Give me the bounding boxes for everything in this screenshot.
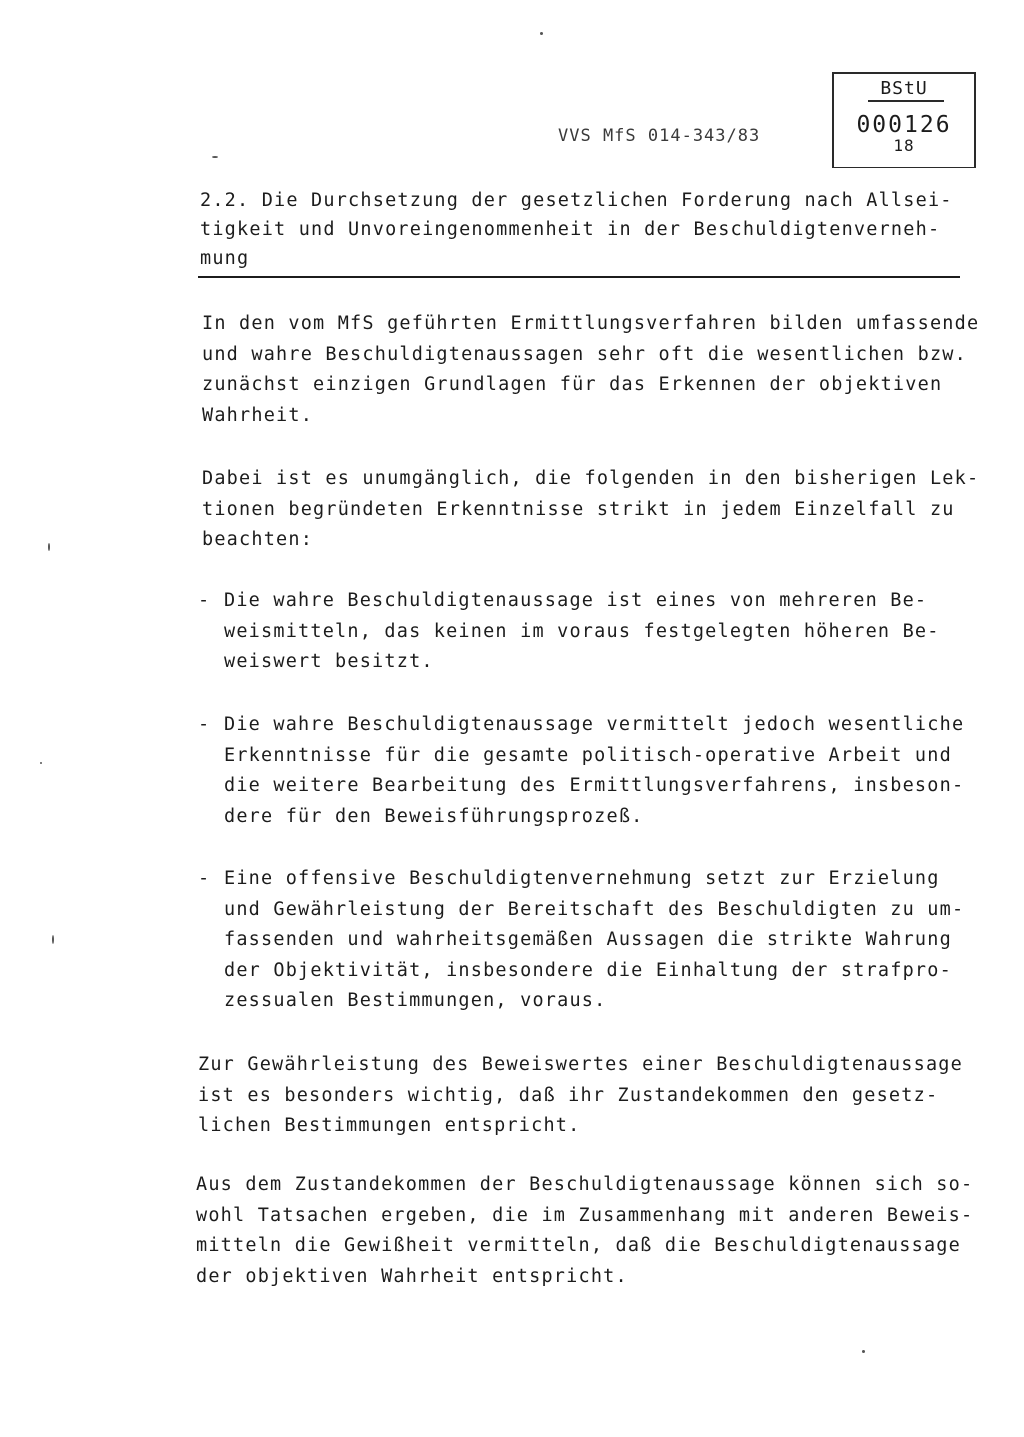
stamp-page-number: 18 (893, 136, 915, 155)
heading-underline (198, 276, 960, 278)
stamp-number: 000126 (856, 112, 952, 138)
text-line: beachten: (202, 529, 314, 550)
bullet-item (198, 586, 940, 678)
paragraph (202, 464, 979, 556)
text-line: und wahre Beschuldigtenaussagen sehr oft die wesentlichen bzw. (202, 343, 967, 365)
text-line: weiswert besitzt. (224, 651, 434, 672)
text-line: Die wahre Beschuldigtenaussage ist eines von mehreren Be- (224, 590, 928, 611)
text-line: zessualen Bestimmungen, voraus. (224, 990, 607, 1011)
text-line: der Objektivität, insbesondere die Einhaltung der strafpro- (224, 959, 952, 981)
text-line: In den vom MfS geführten Ermittlungsverfahren bilden umfassende (202, 313, 980, 334)
text-line: wohl Tatsachen ergeben, die im Zusammenhang mit anderen Beweis- (196, 1204, 974, 1226)
bullet-marker: - (198, 590, 211, 611)
bullet-marker: - (198, 714, 211, 735)
text-line: der objektiven Wahrheit entspricht. (196, 1265, 628, 1287)
bullet-item (198, 864, 965, 1017)
scan-speck (540, 32, 543, 35)
archive-stamp (832, 72, 976, 168)
text-line: weismitteln, das keinen im voraus festgelegten höheren Be- (224, 620, 940, 642)
text-line: Eine offensive Beschuldigtenvernehmung setzt zur Erzielung (224, 868, 940, 889)
text-line: mitteln die Gewißheit vermitteln, daß die Beschuldigtenaussage (196, 1235, 961, 1256)
text-line: dere für den Beweisführungsprozeß. (224, 805, 644, 827)
text-line: Zur Gewährleistung des Beweiswertes einer Beschuldigtenaussage (198, 1054, 963, 1075)
bullet-item (198, 710, 965, 832)
scan-speck (862, 1350, 865, 1353)
text-line: und Gewährleistung der Bereitschaft des Beschuldigten zu um- (224, 898, 965, 920)
stamp-agency: BStU (880, 78, 928, 99)
text-line: Wahrheit. (202, 404, 314, 426)
scan-speck (212, 156, 218, 158)
heading-line: 2.2. Die Durchsetzung der gesetzlichen Forderung nach Allsei- (200, 190, 953, 211)
paragraph (196, 1170, 973, 1292)
text-line: Dabei ist es unumgänglich, die folgenden in den bisherigen Lek- (202, 468, 980, 489)
scan-speck (40, 762, 42, 764)
section-heading (200, 186, 980, 273)
document-reference: VVS MfS 014-343/83 (558, 126, 761, 146)
text-line: zunächst einzigen Grundlagen für das Erkennen der objektiven (202, 374, 943, 395)
text-line: Aus dem Zustandekommen der Beschuldigtenaussage können sich so- (196, 1174, 974, 1195)
text-line: Erkenntnisse für die gesamte politisch-operative Arbeit und (224, 744, 952, 766)
text-line: tionen begründeten Erkenntnisse strikt in jedem Einzelfall zu (202, 498, 955, 520)
scan-speck (52, 935, 54, 944)
text-line: Die wahre Beschuldigtenaussage vermittelt jedoch wesentliche (224, 714, 965, 735)
paragraph (202, 309, 979, 431)
heading-line: mung (200, 248, 250, 269)
heading-line: tigkeit und Unvoreingenommenheit in der Beschuldigtenverneh- (200, 219, 941, 240)
bullet-marker: - (198, 868, 211, 889)
scan-speck (48, 543, 50, 551)
stamp-divider (868, 100, 944, 102)
text-line: lichen Bestimmungen entspricht. (198, 1115, 581, 1136)
text-line: die weitere Bearbeitung des Ermittlungsverfahrens, insbeson- (224, 775, 965, 796)
paragraph (198, 1050, 963, 1142)
text-line: fassenden und wahrheitsgemäßen Aussagen die strikte Wahrung (224, 929, 952, 950)
text-line: ist es besonders wichtig, daß ihr Zustandekommen den gesetz- (198, 1084, 939, 1106)
